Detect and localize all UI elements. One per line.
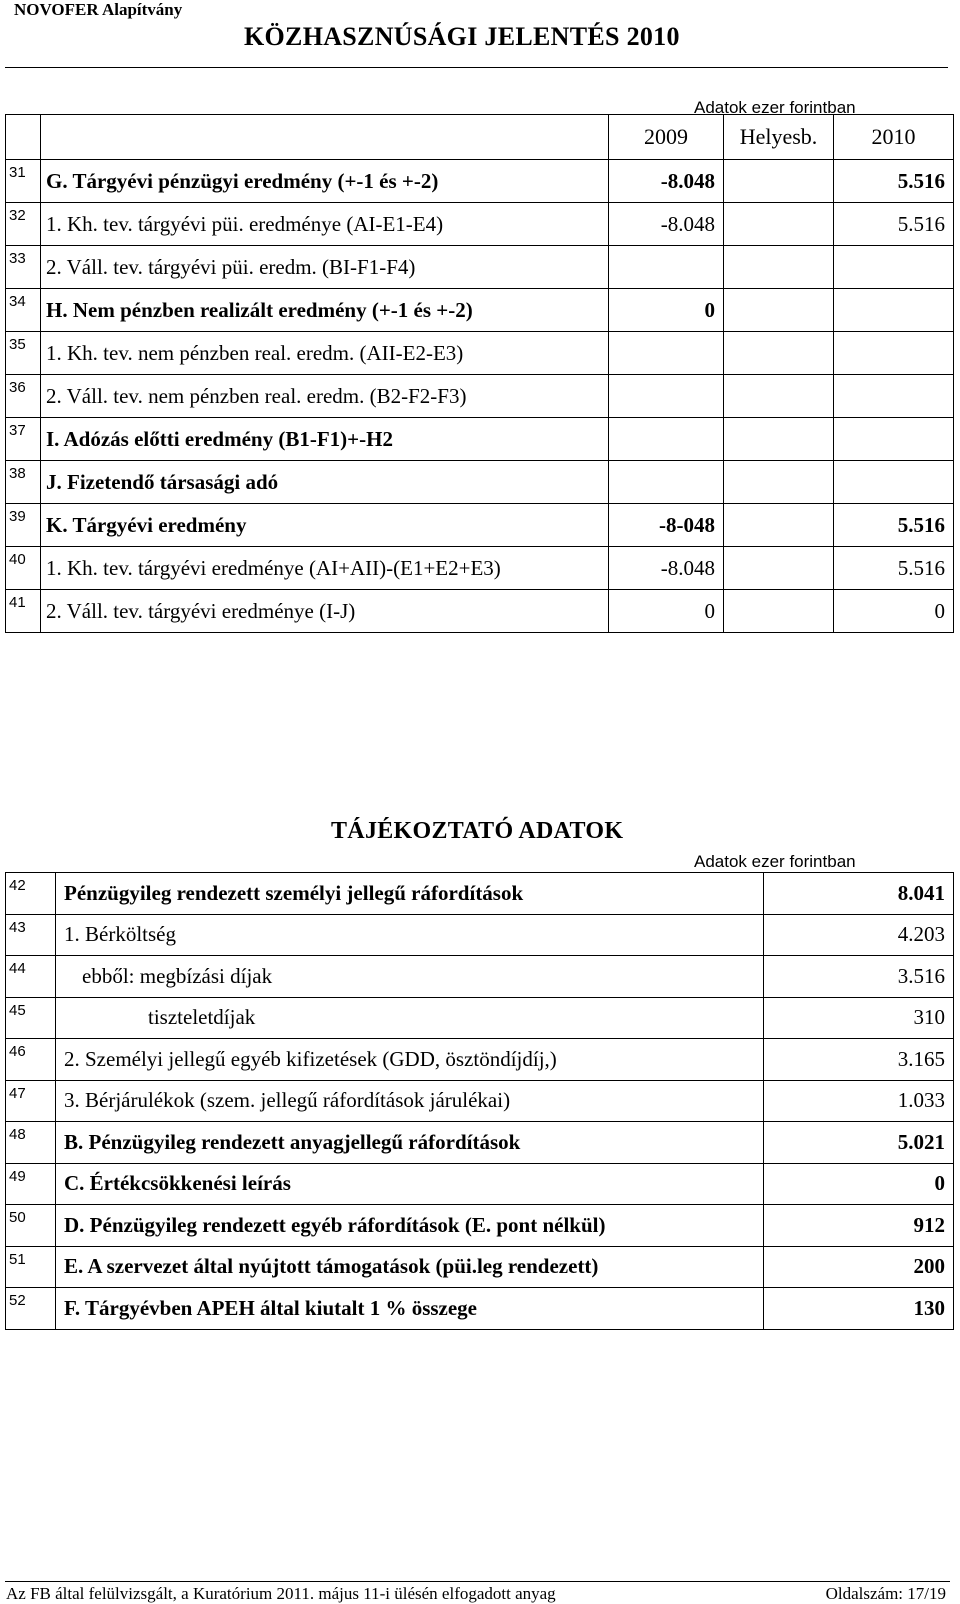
value-2009: -8-048 bbox=[609, 504, 724, 547]
row-number: 32 bbox=[6, 203, 41, 246]
row-number: 36 bbox=[6, 375, 41, 418]
header-blank-label bbox=[41, 115, 609, 160]
table-row bbox=[6, 1163, 954, 1205]
row-label: I. Adózás előtti eredmény (B1-F1)+-H2 bbox=[41, 418, 609, 461]
value-2009: 0 bbox=[609, 590, 724, 633]
row-number: 48 bbox=[6, 1122, 56, 1164]
table1-header-row bbox=[6, 115, 954, 160]
row-number: 42 bbox=[6, 873, 56, 915]
row-value: 3.165 bbox=[764, 1039, 954, 1081]
footer-rule bbox=[5, 1581, 950, 1582]
row-value: 3.516 bbox=[764, 956, 954, 998]
value-2009 bbox=[609, 418, 724, 461]
value-helyesb bbox=[724, 590, 834, 633]
row-label: C. Értékcsökkenési leírás bbox=[56, 1163, 764, 1205]
table-row bbox=[6, 1080, 954, 1122]
row-label: Pénzügyileg rendezett személyi jellegű ráfordítások bbox=[56, 873, 764, 915]
table2-unit-note: Adatok ezer forintban bbox=[694, 852, 856, 871]
row-value: 310 bbox=[764, 997, 954, 1039]
row-label: 2. Váll. tev. tárgyévi eredménye (I-J) bbox=[41, 590, 609, 633]
row-value: 8.041 bbox=[764, 873, 954, 915]
value-2009 bbox=[609, 461, 724, 504]
table-row bbox=[6, 1246, 954, 1288]
header-blank-no bbox=[6, 115, 41, 160]
row-label: B. Pénzügyileg rendezett anyagjellegű ráfordítások bbox=[56, 1122, 764, 1164]
row-label: F. Tárgyévben APEH által kiutalt 1 % összege bbox=[56, 1288, 764, 1330]
organization-name: NOVOFER Alapítvány bbox=[14, 0, 183, 19]
row-number: 33 bbox=[6, 246, 41, 289]
table-row bbox=[6, 504, 954, 547]
value-helyesb bbox=[724, 418, 834, 461]
row-value: 912 bbox=[764, 1205, 954, 1247]
row-label: tiszteletdíjak bbox=[56, 997, 764, 1039]
row-label: 1. Kh. tev. tárgyévi eredménye (AI+AII)-(E1+E2+E3) bbox=[41, 547, 609, 590]
value-helyesb bbox=[724, 246, 834, 289]
row-number: 34 bbox=[6, 289, 41, 332]
row-number: 45 bbox=[6, 997, 56, 1039]
table-row bbox=[6, 914, 954, 956]
row-label: G. Tárgyévi pénzügyi eredmény (+-1 és +-2) bbox=[41, 160, 609, 203]
row-value: 1.033 bbox=[764, 1080, 954, 1122]
row-label: 1. Kh. tev. tárgyévi püi. eredménye (AI-E1-E4) bbox=[41, 203, 609, 246]
row-number: 43 bbox=[6, 914, 56, 956]
row-number: 37 bbox=[6, 418, 41, 461]
table-row bbox=[6, 1205, 954, 1247]
row-number: 49 bbox=[6, 1163, 56, 1205]
row-value: 4.203 bbox=[764, 914, 954, 956]
result-table bbox=[5, 114, 954, 633]
value-2009 bbox=[609, 246, 724, 289]
row-label: 1. Kh. tev. nem pénzben real. eredm. (AII-E2-E3) bbox=[41, 332, 609, 375]
value-2010 bbox=[834, 418, 954, 461]
row-label: 3. Bérjárulékok (szem. jellegű ráfordítások járulékai) bbox=[56, 1080, 764, 1122]
row-number: 38 bbox=[6, 461, 41, 504]
value-2010: 5.516 bbox=[834, 504, 954, 547]
value-helyesb bbox=[724, 504, 834, 547]
row-label: H. Nem pénzben realizált eredmény (+-1 és +-2) bbox=[41, 289, 609, 332]
value-2009: -8.048 bbox=[609, 203, 724, 246]
row-number: 50 bbox=[6, 1205, 56, 1247]
value-2009 bbox=[609, 332, 724, 375]
value-2009 bbox=[609, 375, 724, 418]
row-label: ebből: megbízási díjak bbox=[56, 956, 764, 998]
row-label: 1. Bérköltség bbox=[56, 914, 764, 956]
row-number: 47 bbox=[6, 1080, 56, 1122]
value-helyesb bbox=[724, 160, 834, 203]
row-number: 41 bbox=[6, 590, 41, 633]
row-label: 2. Váll. tev. nem pénzben real. eredm. (B2-F2-F3) bbox=[41, 375, 609, 418]
value-2010: 0 bbox=[834, 590, 954, 633]
value-2010 bbox=[834, 375, 954, 418]
footer-page-number: Oldalszám: 17/19 bbox=[825, 1584, 946, 1603]
section-title: TÁJÉKOZTATÓ ADATOK bbox=[331, 818, 624, 844]
table-row bbox=[6, 461, 954, 504]
row-number: 35 bbox=[6, 332, 41, 375]
column-header-2009: 2009 bbox=[609, 115, 724, 160]
column-header-helyesb: Helyesb. bbox=[724, 115, 834, 160]
column-header-2010: 2010 bbox=[834, 115, 954, 160]
row-label: 2. Személyi jellegű egyéb kifizetések (GDD, ösztöndíjdíj,) bbox=[56, 1039, 764, 1081]
row-label: E. A szervezet által nyújtott támogatások (püi.leg rendezett) bbox=[56, 1246, 764, 1288]
row-label: D. Pénzügyileg rendezett egyéb ráfordítások (E. pont nélkül) bbox=[56, 1205, 764, 1247]
value-helyesb bbox=[724, 547, 834, 590]
value-2009: 0 bbox=[609, 289, 724, 332]
footer-approval-note: Az FB által felülvizsgált, a Kuratórium 2011. május 11-i ülésén elfogadott anyag bbox=[6, 1584, 556, 1603]
table-row bbox=[6, 289, 954, 332]
table-row bbox=[6, 590, 954, 633]
table-row bbox=[6, 332, 954, 375]
value-2010: 5.516 bbox=[834, 160, 954, 203]
info-table bbox=[5, 872, 954, 1330]
header-rule bbox=[5, 67, 948, 68]
row-number: 39 bbox=[6, 504, 41, 547]
value-helyesb bbox=[724, 461, 834, 504]
value-helyesb bbox=[724, 289, 834, 332]
row-number: 40 bbox=[6, 547, 41, 590]
value-2009: -8.048 bbox=[609, 547, 724, 590]
table-row bbox=[6, 160, 954, 203]
row-label: J. Fizetendő társasági adó bbox=[41, 461, 609, 504]
value-2010 bbox=[834, 246, 954, 289]
table-row bbox=[6, 1288, 954, 1330]
value-2010 bbox=[834, 332, 954, 375]
row-value: 5.021 bbox=[764, 1122, 954, 1164]
table-row bbox=[6, 246, 954, 289]
table-row bbox=[6, 203, 954, 246]
table-row bbox=[6, 997, 954, 1039]
table-row bbox=[6, 547, 954, 590]
table-row bbox=[6, 873, 954, 915]
value-2010 bbox=[834, 289, 954, 332]
value-2009: -8.048 bbox=[609, 160, 724, 203]
value-helyesb bbox=[724, 203, 834, 246]
row-number: 51 bbox=[6, 1246, 56, 1288]
row-number: 46 bbox=[6, 1039, 56, 1081]
value-2010 bbox=[834, 461, 954, 504]
value-2010: 5.516 bbox=[834, 547, 954, 590]
table-row bbox=[6, 1039, 954, 1081]
row-label: K. Tárgyévi eredmény bbox=[41, 504, 609, 547]
value-2010: 5.516 bbox=[834, 203, 954, 246]
row-number: 52 bbox=[6, 1288, 56, 1330]
row-value: 200 bbox=[764, 1246, 954, 1288]
report-title: KÖZHASZNÚSÁGI JELENTÉS 2010 bbox=[244, 22, 680, 51]
table-row bbox=[6, 418, 954, 461]
row-number: 44 bbox=[6, 956, 56, 998]
table-row bbox=[6, 1122, 954, 1164]
row-number: 31 bbox=[6, 160, 41, 203]
table-row bbox=[6, 375, 954, 418]
value-helyesb bbox=[724, 332, 834, 375]
value-helyesb bbox=[724, 375, 834, 418]
row-value: 0 bbox=[764, 1163, 954, 1205]
row-value: 130 bbox=[764, 1288, 954, 1330]
table1-unit-note: Adatok ezer forintban bbox=[694, 98, 856, 117]
table-row bbox=[6, 956, 954, 998]
row-label: 2. Váll. tev. tárgyévi püi. eredm. (BI-F1-F4) bbox=[41, 246, 609, 289]
